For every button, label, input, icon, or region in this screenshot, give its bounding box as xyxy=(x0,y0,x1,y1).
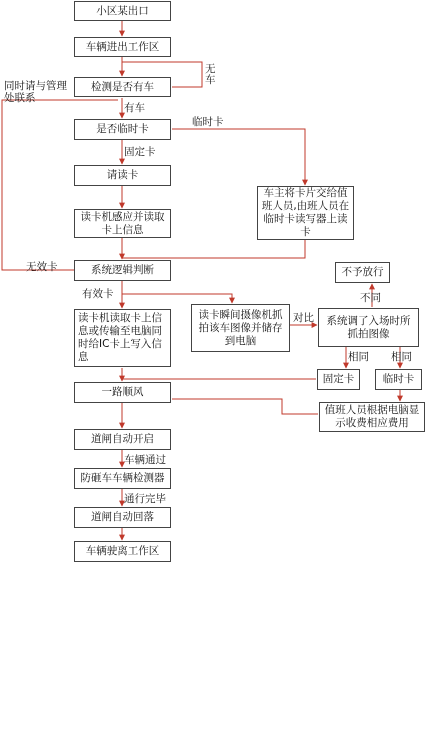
node-exit: 小区某出口 xyxy=(74,1,171,21)
label-different: 不同 xyxy=(360,292,381,304)
node-anti-smash: 防砸车车辆检测器 xyxy=(74,468,171,489)
edge-temp-to-handover xyxy=(172,129,305,185)
node-gate-open: 道闸自动开启 xyxy=(74,429,171,450)
node-compare: 系统调了入场时所抓拍图像 xyxy=(318,308,419,347)
node-leave-zone: 车辆驶离工作区 xyxy=(74,541,171,562)
label-compare: 对比 xyxy=(293,312,314,324)
node-handover: 车主将卡片交给值班人员,由班人员在临时卡读写器上读卡 xyxy=(257,186,354,240)
label-contact: 同时请与管理处联系 xyxy=(4,80,67,104)
node-reader-sense: 读卡机感应并读取卡上信息 xyxy=(74,209,171,238)
node-temp-check: 是否临时卡 xyxy=(74,119,171,140)
node-logic: 系统逻辑判断 xyxy=(74,260,171,281)
node-fee: 值班人员根据电脑显示收费相应费用 xyxy=(319,402,425,432)
label-invalid: 无效卡 xyxy=(26,261,58,273)
node-deny: 不予放行 xyxy=(335,262,390,283)
node-bon-voyage: 一路顺风 xyxy=(74,382,171,403)
label-passing: 车辆通过 xyxy=(124,454,166,466)
label-no-car: 无车 xyxy=(205,63,216,86)
edge-fee-to-bonvoyage xyxy=(172,399,318,414)
edge-valid-to-camera xyxy=(122,294,232,303)
node-temp-card: 临时卡 xyxy=(375,369,422,390)
node-camera: 读卡瞬间摄像机抓拍该车图像并储存到电脑 xyxy=(191,304,290,352)
node-detect: 检测是否有车 xyxy=(74,77,171,97)
label-valid: 有效卡 xyxy=(82,288,114,300)
label-same-2: 相同 xyxy=(391,351,412,363)
node-reader-transfer: 读卡机读取卡上信息或传输至电脑同时给IC卡上写入信息 xyxy=(74,309,171,367)
label-passed: 通行完毕 xyxy=(124,493,166,505)
node-enter-zone: 车辆进出工作区 xyxy=(74,37,171,57)
label-same-1: 相同 xyxy=(348,351,369,363)
label-has-car: 有车 xyxy=(124,102,145,114)
edge-handover-to-logic xyxy=(122,240,305,258)
node-gate-close: 道闸自动回落 xyxy=(74,507,171,528)
node-read-card: 请读卡 xyxy=(74,165,171,186)
node-fixed-card: 固定卡 xyxy=(317,369,360,390)
label-fixed: 固定卡 xyxy=(124,146,156,158)
label-temp: 临时卡 xyxy=(192,116,224,128)
